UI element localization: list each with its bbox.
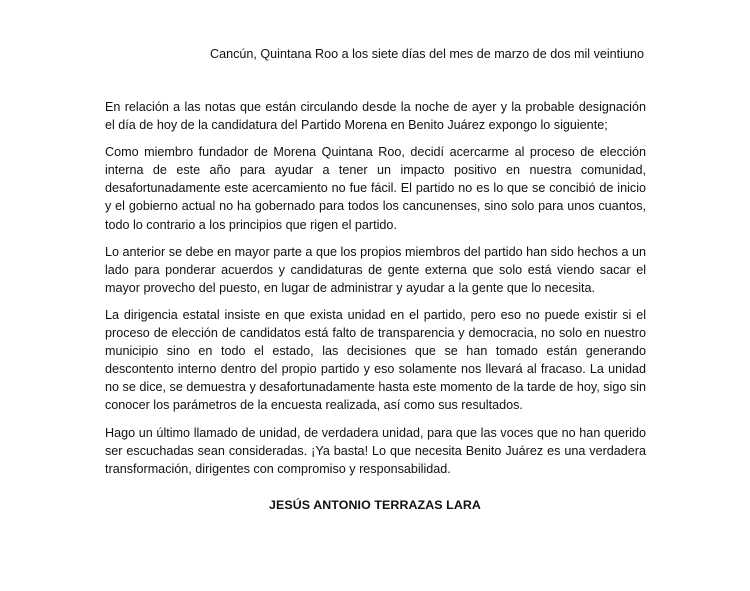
date-line: Cancún, Quintana Roo a los siete días del mes de marzo de dos mil veintiuno: [209, 47, 644, 61]
paragraph-leadership: La dirigencia estatal insiste en que exista unidad en el partido, pero eso no puede existir si el proceso de elección de candidatos está falto de transparencia y democracia, no solo en nuestro municipio sino en todo el estado, las decisiones que se han tomado están generando descontento interno dentro del propio partido y eso solamente nos llevará al fracaso. La unidad no se dice, se demuestra y desafortunadamente hasta este momento de la tarde de hoy, sigo sin conocer los parámetros de la encuesta realizada, así como sus resultados.: [105, 307, 646, 413]
paragraph-cause: Lo anterior se debe en mayor parte a que los propios miembros del partido han sido hechos a un lado para ponderar acuerdos y candidaturas de gente externa que solo está viendo sacar el mayor provecho del puesto, en lugar de administrar y ayudar a la gente que lo necesita.: [105, 244, 646, 295]
paragraph-call-to-unity: Hago un último llamado de unidad, de verdadera unidad, para que las voces que no han querido ser escuchadas sean consideradas. ¡Ya basta! Lo que necesita Benito Juárez es una verdadera transformación, dirigentes con compromiso y responsabilidad.: [105, 425, 646, 476]
paragraph-intro: En relación a las notas que están circulando desde la noche de ayer y la probable designación el día de hoy de la candidatura del Partido Morena en Benito Juárez expongo lo siguiente;: [105, 100, 646, 133]
signature-name: JESÚS ANTONIO TERRAZAS LARA: [269, 498, 481, 512]
letter-body: [105, 98, 646, 487]
paragraph-founder: Como miembro fundador de Morena Quintana Roo, decidí acercarme al proceso de elección interna de este año para ayudar a tener un impacto positivo en nuestra comunidad, desafortunadamente este acercamiento no fue fácil. El partido no es lo que se concibió de inicio y el gobierno actual no ha gobernado para todos los cancunenses, sino solo para unos cuantos, todo lo contrario a los principios que rigen el partido.: [105, 145, 646, 232]
